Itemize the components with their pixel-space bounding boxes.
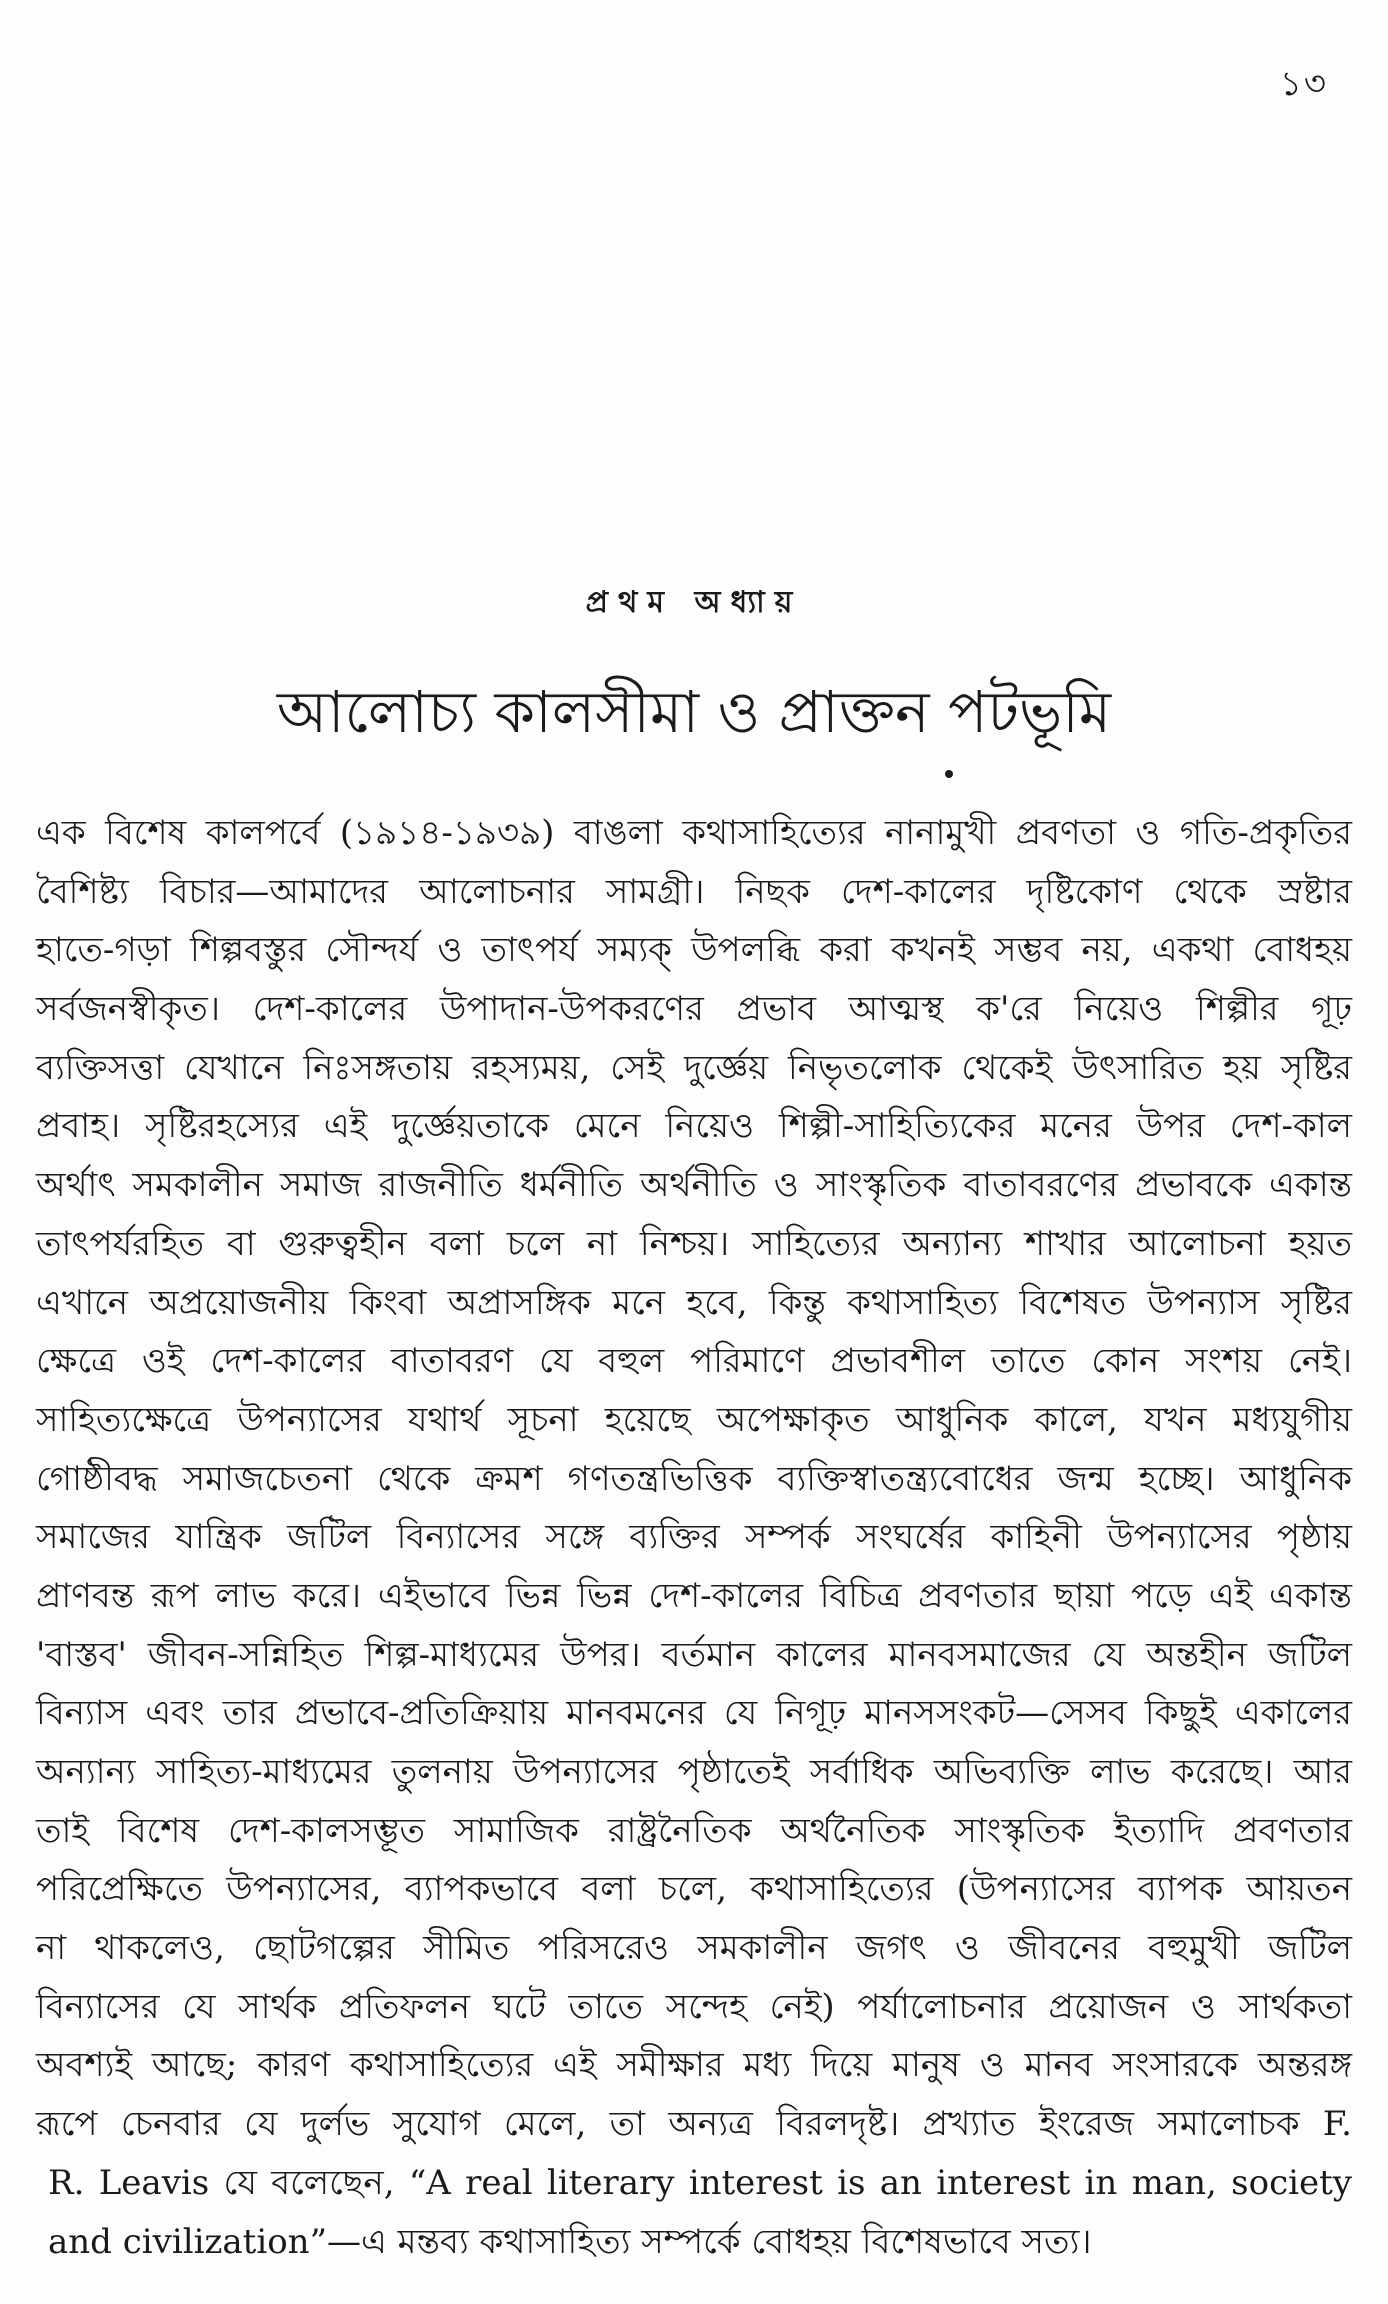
text-line: ব্যক্তিসত্তা যেখানে নিঃসঙ্গতায় রহস্যময়, সেই দুর্জ্ঞেয় নিভৃতলোক থেকেই উৎসারিত হয় সৃষ্টির bbox=[36, 1047, 1352, 1088]
text-line: এক বিশেষ কালপর্বে (১৯১৪-১৯৩৯) বাঙলা কথাসাহিত্যের নানামুখী প্রবণতা ও গতি-প্রকৃতির bbox=[36, 813, 1352, 853]
chapter-label: প্রথম অধ্যায় bbox=[585, 585, 803, 620]
page-number: ১৩ bbox=[1279, 64, 1328, 104]
text-line: এখানে অপ্রয়োজনীয় কিংবা অপ্রাসঙ্গিক মনে হবে, কিন্তু কথাসাহিত্য বিশেষত উপন্যাস সৃষ্টির bbox=[36, 1282, 1352, 1323]
text-line: তাৎপর্যরহিত বা গুরুত্বহীন বলা চলে না নিশ্চয়। সাহিত্যের অন্যান্য শাখার আলোচনা হয়ত bbox=[36, 1223, 1352, 1264]
text-line: বিন্যাসের যে সার্থক প্রতিফলন ঘটে তাতে সন্দেহ নেই) পর্যালোচনার প্রয়োজন ও সার্থকতা bbox=[36, 1986, 1352, 2027]
text-line: অর্থাৎ সমকালীন সমাজ রাজনীতি ধর্মনীতি অর্থনীতি ও সাংস্কৃতিক বাতাবরণের প্রভাবকে একান্ত bbox=[36, 1165, 1352, 1206]
text-line: প্রাণবন্ত রূপ লাভ করে। এইভাবে ভিন্ন ভিন্ন দেশ-কালের বিচিত্র প্রবণতার ছায়া পড়ে এই একান্ত bbox=[36, 1575, 1352, 1616]
text-line: রূপে চেনবার যে দুর্লভ সুযোগ মেলে, তা অন্যত্র বিরলদৃষ্ট। প্রখ্যাত ইংরেজ সমালোচক F. bbox=[36, 2104, 1352, 2145]
text-line: না থাকলেও, ছোটগল্পের সীমিত পরিসরেও সমকালীন জগৎ ও জীবনের বহুমুখী জটিল bbox=[36, 1928, 1352, 1969]
text-line: R. Leavis যে বলেছেন, “A real literary interest is an interest in man, society bbox=[48, 2162, 1352, 2203]
text-line: বিন্যাস এবং তার প্রভাবে-প্রতিক্রিয়ায় মানবমনের যে নিগূঢ় মানসসংকট—সেসব কিছুই একালের bbox=[36, 1693, 1352, 1734]
text-line: প্রবাহ। সৃষ্টিরহস্যের এই দুর্জ্ঞেয়তাকে মেনে নিয়েও শিল্পী-সাহিত্যিকের মনের উপর দেশ-কাল bbox=[36, 1106, 1352, 1147]
title-ornament-dot bbox=[945, 770, 953, 778]
text-line: অবশ্যই আছে; কারণ কথাসাহিত্যের এই সমীক্ষার মধ্য দিয়ে মানুষ ও মানব সংসারকে অন্তরঙ্গ bbox=[36, 2045, 1352, 2086]
text-line: পরিপ্রেক্ষিতে উপন্যাসের, ব্যাপকভাবে বলা চলে, কথাসাহিত্যের (উপন্যাসের ব্যাপক আয়তন bbox=[36, 1869, 1352, 1910]
text-line: সমাজের যান্ত্রিক জটিল বিন্যাসের সঙ্গে ব্যক্তির সম্পর্ক সংঘর্ষের কাহিনী উপন্যাসের পৃষ্ঠায় bbox=[36, 1517, 1352, 1558]
body-paragraph bbox=[36, 804, 1352, 2271]
text-line: তাই বিশেষ দেশ-কালসম্ভূত সামাজিক রাষ্ট্রনৈতিক অর্থনৈতিক সাংস্কৃতিক ইত্যাদি প্রবণতার bbox=[36, 1810, 1352, 1851]
text-line: অন্যান্য সাহিত্য-মাধ্যমের তুলনায় উপন্যাসের পৃষ্ঠাতেই সর্বাধিক অভিব্যক্তি লাভ করেছে। আর bbox=[36, 1752, 1352, 1792]
text-line: গোষ্ঠীবদ্ধ সমাজচেতনা থেকে ক্রমশ গণতন্ত্রভিত্তিক ব্যক্তিস্বাতন্ত্র্যবোধের জন্ম হচ্ছে। আধুনিক bbox=[36, 1458, 1352, 1499]
text-line: সাহিত্যক্ষেত্রে উপন্যাসের যথার্থ সূচনা হয়েছে অপেক্ষাকৃত আধুনিক কালে, যখন মধ্যযুগীয় bbox=[36, 1399, 1352, 1440]
text-line: হাতে-গড়া শিল্পবস্তুর সৌন্দর্য ও তাৎপর্য সম্যক্ উপলব্ধি করা কখনই সম্ভব নয়, একথা বোধহয় bbox=[36, 930, 1352, 971]
text-line: and civilization”—এ মন্তব্য কথাসাহিত্য সম্পর্কে বোধহয় বিশেষভাবে সত্য। bbox=[48, 2221, 1092, 2262]
chapter-title: আলোচ্য কালসীমা ও প্রাক্তন পটভূমি bbox=[276, 678, 1112, 746]
text-line: সর্বজনস্বীকৃত। দেশ-কালের উপাদান-উপকরণের প্রভাব আত্মস্থ ক'রে নিয়েও শিল্পীর গূঢ় bbox=[36, 989, 1352, 1030]
text-line: বৈশিষ্ট্য বিচার—আমাদের আলোচনার সামগ্রী। নিছক দেশ-কালের দৃষ্টিকোণ থেকে স্রষ্টার bbox=[36, 871, 1352, 912]
text-line: ক্ষেত্রে ওই দেশ-কালের বাতাবরণ যে বহুল পরিমাণে প্রভাবশীল তাতে কোন সংশয় নেই। bbox=[36, 1341, 1352, 1382]
text-line: 'বাস্তব' জীবন-সন্নিহিত শিল্প-মাধ্যমের উপর। বর্তমান কালের মানবসমাজের যে অন্তহীন জটিল bbox=[36, 1634, 1352, 1675]
